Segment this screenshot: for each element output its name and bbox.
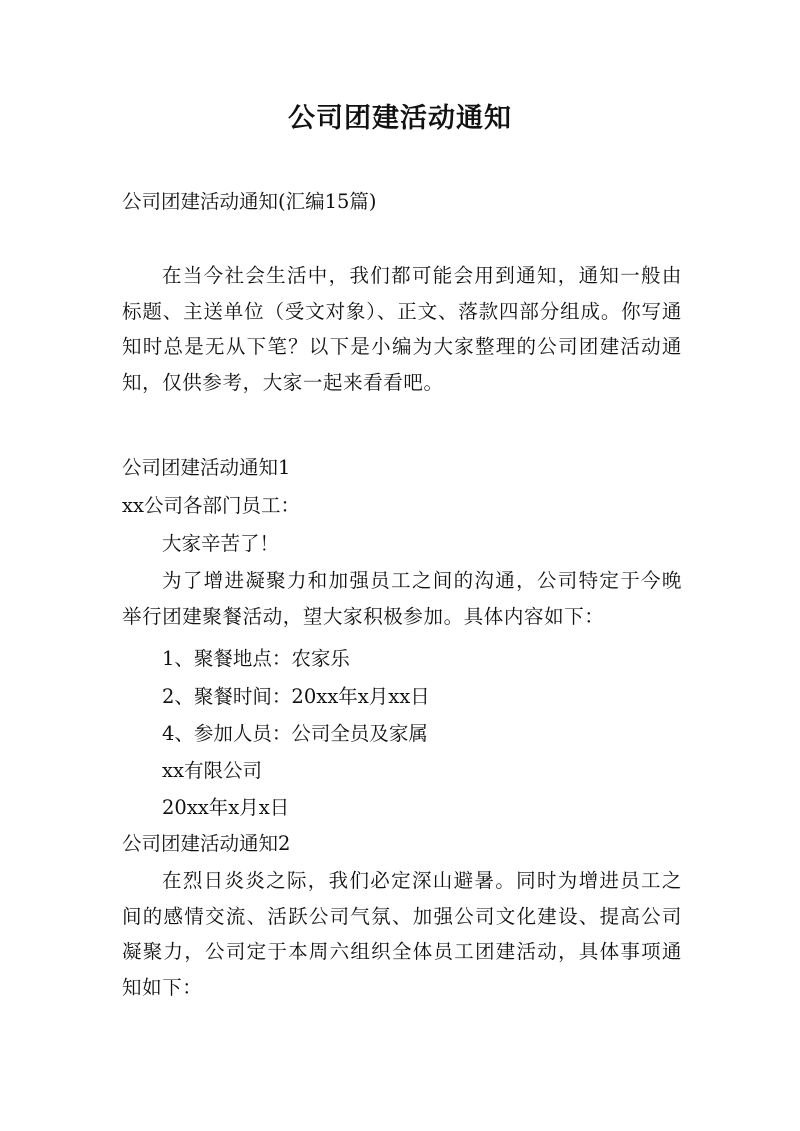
notice1-item-time: 2、聚餐时间：20xx年x月xx日 [162, 685, 430, 708]
notice1-body: 为了增进凝聚力和加强员工之间的沟通，公司特定于今晚举行团建聚餐活动，望大家积极参加。具体内容如下： [122, 569, 682, 628]
document-title: 公司团建活动通知 [288, 103, 512, 134]
notice1-heading: 公司团建活动通知1 [122, 456, 291, 479]
notice2-body: 在烈日炎炎之际，我们必定深山避暑。同时为增进员工之间的感情交流、活跃公司气氛、加强公司文化建设、提高公司凝聚力，公司定于本周六组织全体员工团建活动，具体事项通知如下： [122, 869, 682, 999]
notice1-salutation: xx公司各部门员工： [122, 494, 300, 517]
notice1-date: 20xx年x月x日 [162, 796, 290, 819]
notice1-item-participants: 4、参加人员：公司全员及家属 [162, 722, 428, 745]
notice1-signature: xx有限公司 [162, 759, 262, 782]
notice1-item-location: 1、聚餐地点：农家乐 [162, 647, 350, 670]
notice1-greeting: 大家辛苦了！ [162, 532, 280, 555]
intro-paragraph: 在当今社会生活中，我们都可能会用到通知，通知一般由标题、主送单位（受文对象）、正文、落款四部分组成。你写通知时总是无从下笔？以下是小编为大家整理的公司团建活动通知，仅供参考，大家一起来看看吧。 [122, 264, 682, 394]
document-subtitle: 公司团建活动通知(汇编15篇) [122, 190, 377, 213]
notice2-heading: 公司团建活动通知2 [122, 832, 291, 855]
